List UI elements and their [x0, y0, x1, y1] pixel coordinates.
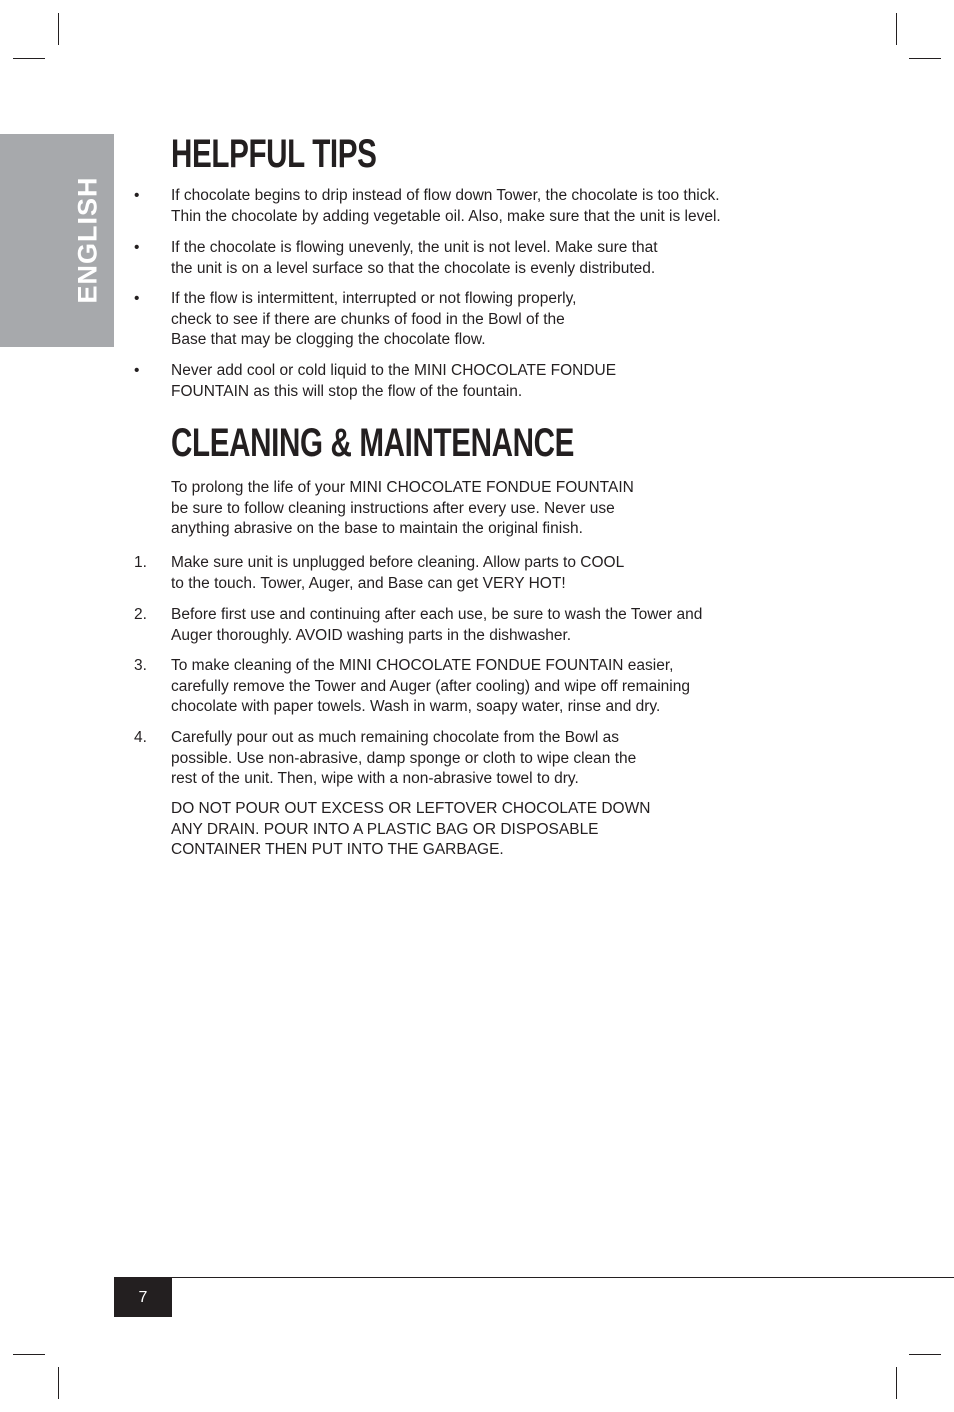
crop-mark	[13, 58, 45, 59]
crop-mark	[909, 1354, 941, 1355]
cleaning-step	[134, 605, 824, 646]
cleaning-step	[134, 553, 824, 594]
tip-text: Never add cool or cold liquid to the MINI CHOCOLATE FONDUE FOUNTAIN as this will stop the flow of the fountain.	[171, 362, 617, 400]
helpful-tips-heading: HELPFUL TIPS	[171, 132, 377, 176]
tip-text: If chocolate begins to drip instead of flow down Tower, the chocolate is too thick. Thin the chocolate by adding vegetable oil. Also, make sure that the unit is level.	[171, 187, 721, 225]
bullet-marker: •	[134, 362, 140, 379]
cleaning-intro: To prolong the life of your MINI CHOCOLATE FONDUE FOUNTAIN be sure to follow cleaning instructions after every use. Never use anything abrasive on the base to maintain the original finish.	[171, 479, 634, 537]
step-number: 2.	[134, 606, 147, 623]
disposal-warning: DO NOT POUR OUT EXCESS OR LEFTOVER CHOCOLATE DOWN ANY DRAIN. POUR INTO A PLASTIC BAG OR DISPOSABLE CONTAINER THEN PUT INTO THE GARBAGE.	[171, 800, 651, 858]
crop-mark	[58, 13, 59, 45]
step-text: Make sure unit is unplugged before cleaning. Allow parts to COOL to the touch. Tower, Auger, and Base can get VERY HOT!	[171, 554, 625, 592]
cleaning-maintenance-heading: CLEANING & MAINTENANCE	[171, 421, 574, 465]
footer-rule	[114, 1277, 954, 1278]
tip-item	[134, 361, 824, 402]
cleaning-step	[134, 728, 824, 790]
step-number: 3.	[134, 657, 147, 674]
bullet-marker: •	[134, 187, 140, 204]
crop-mark	[58, 1367, 59, 1399]
step-text: Carefully pour out as much remaining chocolate from the Bowl as possible. Use non-abrasive, damp sponge or cloth to wipe clean the rest of the unit. Then, wipe with a non-abrasive towel to dry.	[171, 729, 637, 787]
step-text: To make cleaning of the MINI CHOCOLATE FONDUE FOUNTAIN easier, carefully remove the Tower and Auger (after cooling) and wipe off remaining chocolate with paper towels. Wash in warm, soapy water, rinse and dry.	[171, 657, 690, 715]
step-number: 1.	[134, 554, 147, 571]
step-number: 4.	[134, 729, 147, 746]
crop-mark	[909, 58, 941, 59]
language-tab-label: ENGLISH	[72, 176, 103, 304]
tip-item	[134, 186, 824, 227]
crop-mark	[13, 1354, 45, 1355]
tip-text: If the chocolate is flowing unevenly, the unit is not level. Make sure that the unit is on a level surface so that the chocolate is evenly distributed.	[171, 239, 658, 277]
bullet-marker: •	[134, 239, 140, 256]
cleaning-step	[134, 656, 824, 718]
crop-mark	[896, 13, 897, 45]
crop-mark	[896, 1367, 897, 1399]
tip-item	[134, 238, 824, 279]
bullet-marker: •	[134, 290, 140, 307]
page-number: 7	[114, 1278, 172, 1317]
tip-text: If the flow is intermittent, interrupted or not flowing properly, check to see if there are chunks of food in the Bowl of the Base that may be clogging the chocolate flow.	[171, 290, 577, 348]
tip-item	[134, 289, 824, 351]
step-text: Before first use and continuing after each use, be sure to wash the Tower and Auger thoroughly. AVOID washing parts in the dishwasher.	[171, 606, 703, 644]
